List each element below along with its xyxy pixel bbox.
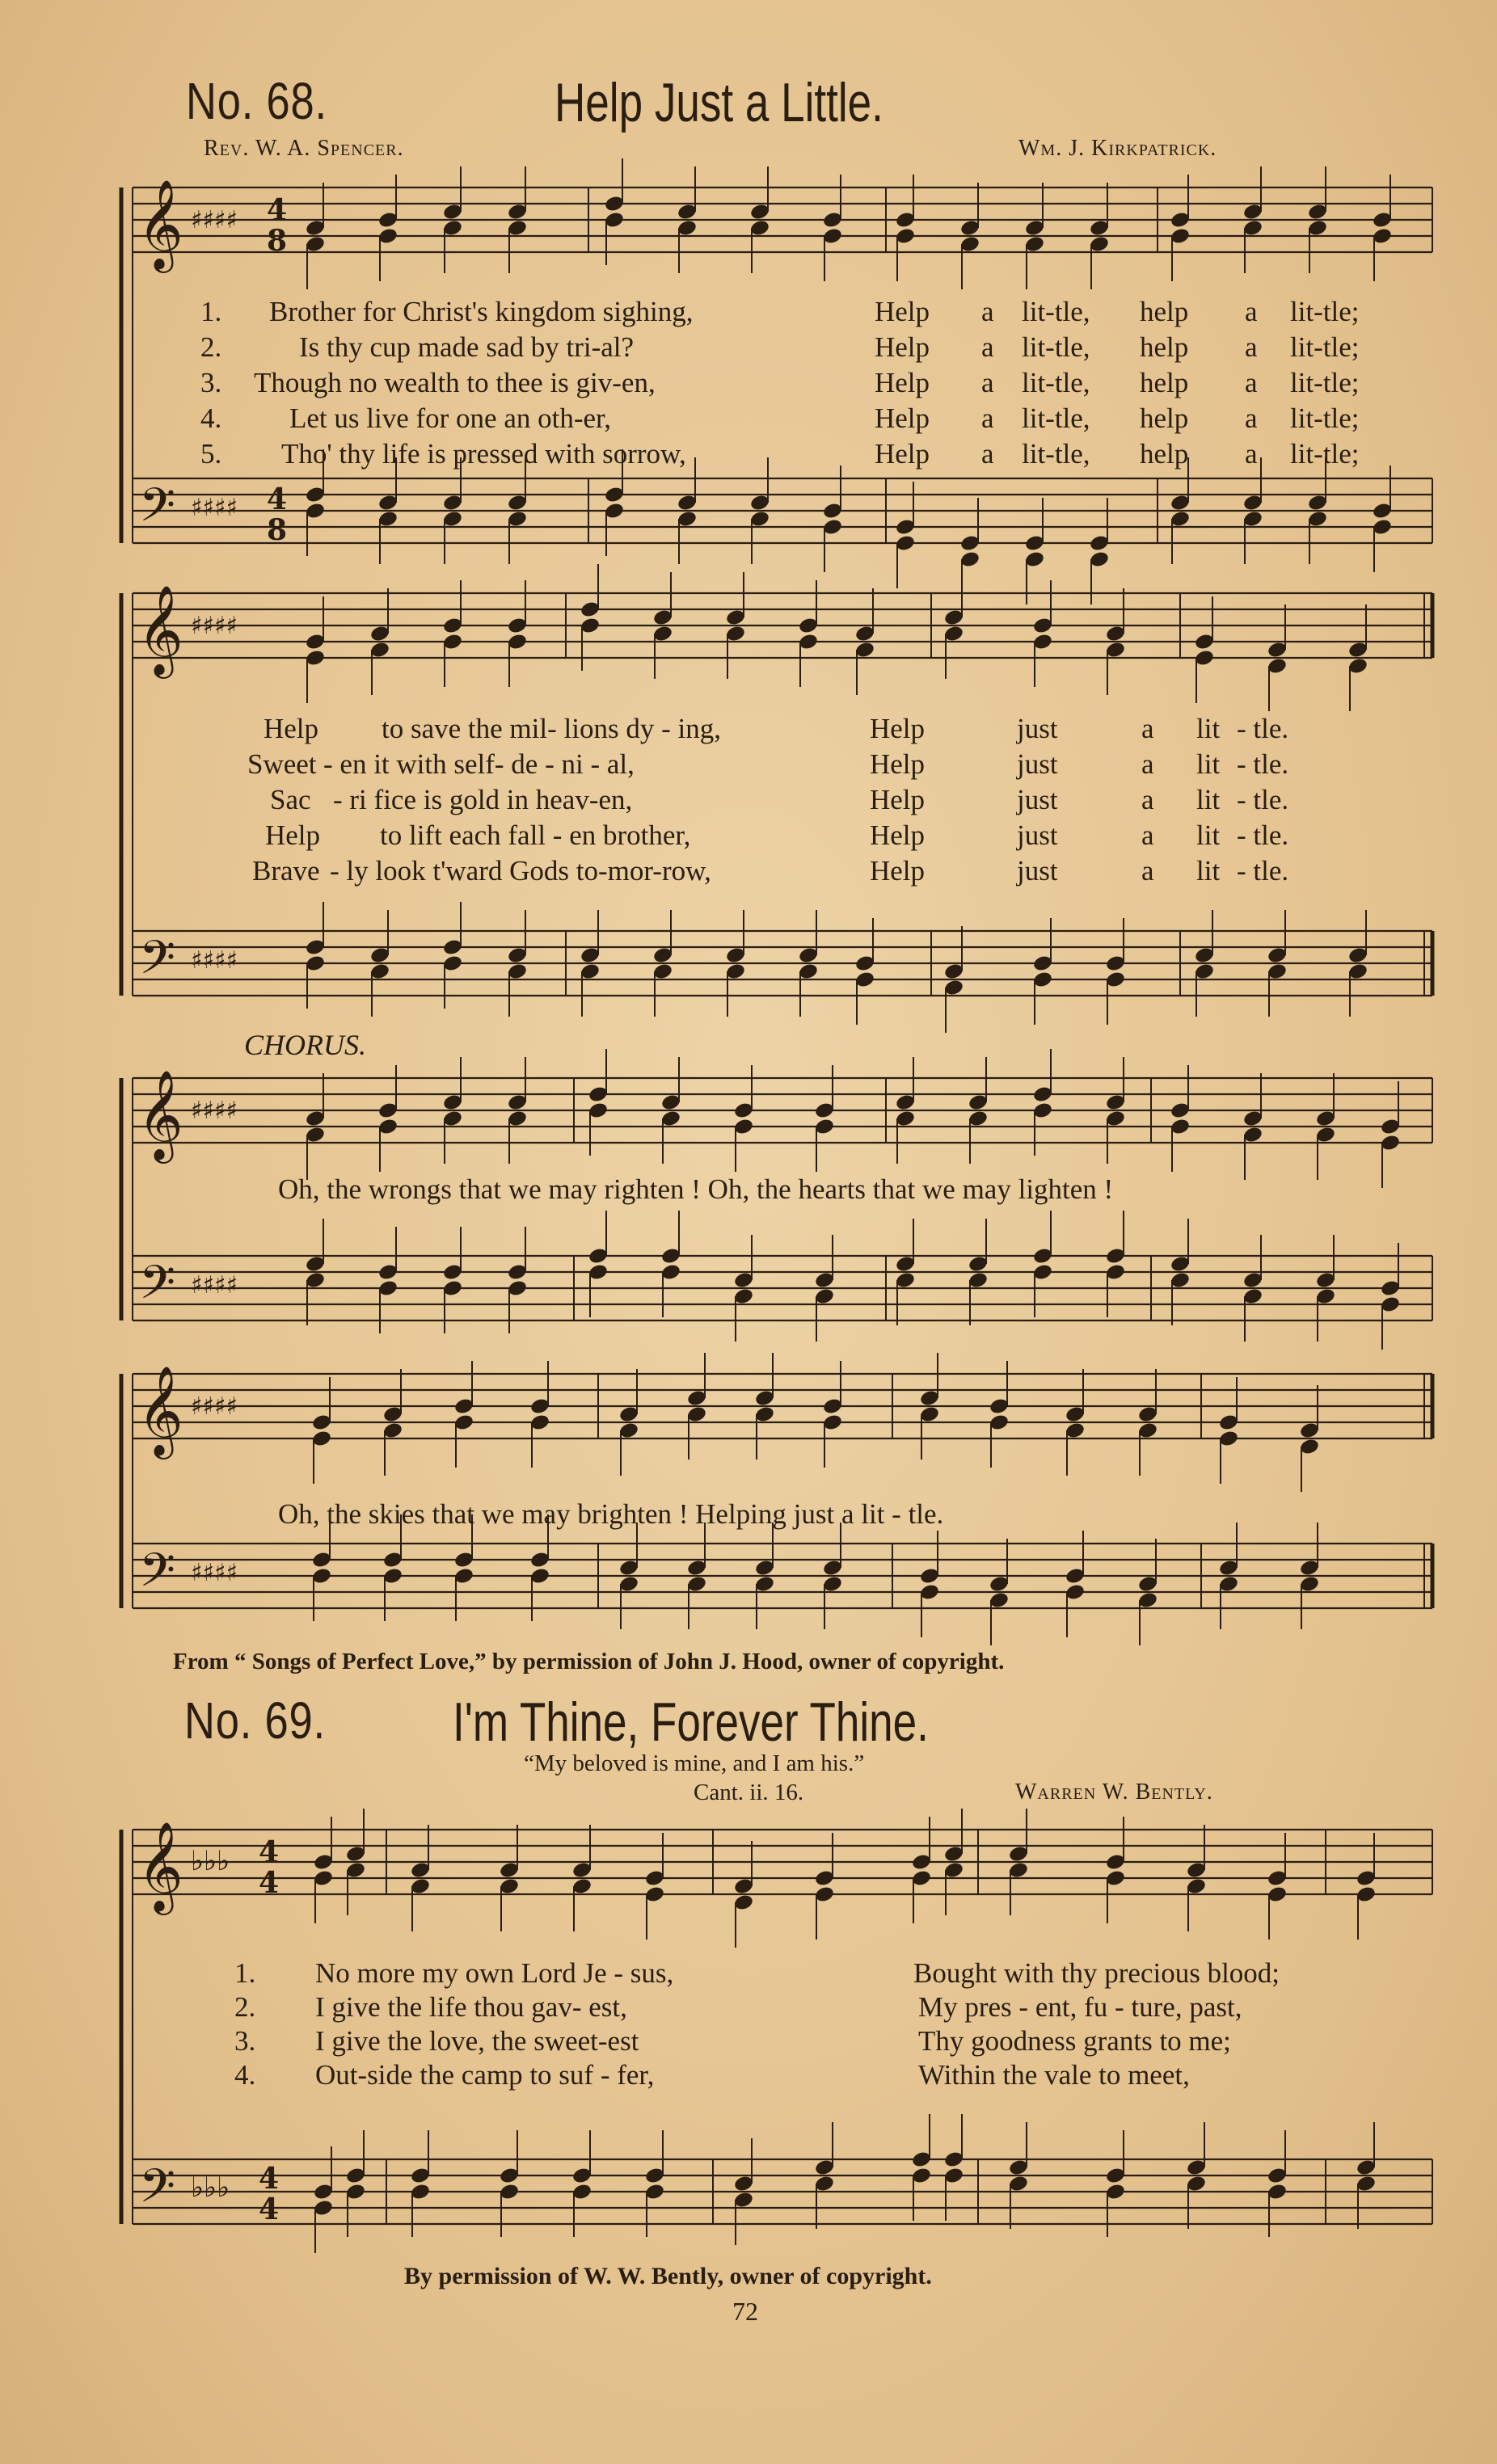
treble-clef-icon: 𝄞	[137, 1365, 183, 1455]
verse-row: 4. Out-side the camp to suf - fer, Within the vale to meet,	[234, 2059, 1190, 2091]
treble-staff	[133, 187, 1432, 252]
key-signature-icon: ♯♯♯♯	[191, 612, 238, 640]
hymn-69-title: I'm Thine, Forever Thine.	[453, 1691, 929, 1753]
hymn-69-epigraph: “My beloved is mine, and I am his.”	[524, 1750, 865, 1776]
time-signature-icon: 4	[267, 482, 288, 516]
verse-row: 5. Tho' thy life is pressed with sorrow, Help a lit-tle, help a lit-tle;	[200, 438, 1360, 470]
time-signature-icon: 8	[267, 224, 288, 258]
time-signature-icon: 4	[259, 2192, 280, 2226]
hymn-68-composer: Wm. J. Kirkpatrick.	[1018, 136, 1217, 161]
verse-row: Sac - ri fice is gold in heav-en, Help just a lit - tle.	[270, 784, 1289, 815]
hymn-69-reference: Cant. ii. 16.	[694, 1780, 804, 1805]
key-signature-icon: ♯♯♯♯	[191, 206, 238, 234]
bass-clef-icon: 𝄢	[139, 2159, 176, 2225]
treble-clef-icon: 𝄞	[137, 1821, 183, 1911]
treble-clef-icon: 𝄞	[137, 584, 183, 675]
key-signature-icon: ♯♯♯♯	[191, 1097, 238, 1125]
treble-staff	[133, 1078, 1432, 1143]
verse-row: 1. Brother for Christ's kingdom sighing, Help a lit-tle, help a lit-tle;	[200, 296, 1360, 327]
key-signature-icon: ♯♯♯♯	[191, 494, 238, 522]
verse-row: Help to lift each fall - en brother, Help just a lit - tle.	[265, 819, 1289, 851]
key-signature-icon: ♯♯♯♯	[191, 1559, 238, 1587]
verse-row: 3. Though no wealth to thee is giv-en, Help a lit-tle, help a lit-tle;	[200, 367, 1360, 398]
verse-row: Sweet - en it with self- de - ni - al, Help just a lit - tle.	[247, 748, 1289, 780]
hymn-68-verses-line-1	[0, 296, 1497, 482]
key-signature-icon: ♭♭♭	[191, 2171, 230, 2204]
hymn-68-author: Rev. W. A. Spencer.	[204, 136, 404, 161]
chorus-row: Oh, the skies that we may brighten ! Helping just a lit - tle.	[278, 1498, 944, 1530]
verse-row: 1. No more my own Lord Je - sus, Bought with thy precious blood;	[234, 1957, 1280, 1989]
key-signature-icon: ♯♯♯♯	[191, 1392, 238, 1421]
chorus-row: Oh, the wrongs that we may righten ! Oh, the hearts that we may lighten !	[278, 1173, 1114, 1205]
bass-clef-icon: 𝄢	[139, 930, 176, 996]
time-signature-icon: 8	[267, 513, 288, 547]
hymn-69-number: No. 69.	[184, 1691, 326, 1750]
time-signature-icon: 4	[259, 2162, 280, 2196]
page-number: 72	[732, 2297, 758, 2326]
treble-clef-icon: 𝄞	[137, 1069, 183, 1160]
verse-row: 2. Is thy cup made sad by tri-al? Help a lit-tle, help a lit-tle;	[200, 331, 1360, 363]
verse-row: Help to save the mil- lions dy - ing, Help just a lit - tle.	[264, 713, 1289, 744]
key-signature-icon: ♭♭♭	[191, 1845, 230, 1877]
hymn-68-chorus-system-2	[0, 1364, 1497, 1631]
hymn-69-verses	[0, 1957, 1497, 2103]
bass-clef-icon: 𝄢	[139, 1543, 176, 1609]
treble-staff	[133, 593, 1432, 658]
hymn-68-number: No. 68.	[186, 72, 327, 130]
verse-row: 2. I give the life thou gav- est, My pres - ent, fu - ture, past,	[234, 1991, 1242, 2023]
hymn-69-composer: Warren W. Bently.	[1015, 1780, 1213, 1805]
bass-staff	[133, 1256, 1432, 1320]
time-signature-icon: 4	[259, 1835, 280, 1869]
key-signature-icon: ♯♯♯♯	[191, 946, 238, 975]
bass-staff	[133, 931, 1432, 996]
hymn-68-verses-line-2	[0, 713, 1497, 899]
hymn-68-permission: From “ Songs of Perfect Love,” by permission of John J. Hood, owner of copyright.	[173, 1649, 1005, 1674]
bass-staff	[133, 478, 1432, 543]
verse-row: 4. Let us live for one an oth-er, Help a lit-tle, help a lit-tle;	[200, 402, 1360, 434]
time-signature-icon: 4	[259, 1866, 280, 1900]
hymn-68-title: Help Just a Little.	[555, 72, 883, 133]
key-signature-icon: ♯♯♯♯	[191, 1271, 238, 1299]
bass-clef-icon: 𝄢	[139, 1255, 176, 1321]
hymn-69-permission: By permission of W. W. Bently, owner of copyright.	[404, 2263, 932, 2289]
treble-clef-icon: 𝄞	[137, 179, 183, 269]
verse-row: Brave - ly look t'ward Gods to-mor-row, Help just a lit - tle.	[252, 855, 1289, 887]
time-signature-icon: 4	[267, 193, 288, 227]
chorus-label: CHORUS.	[244, 1029, 366, 1061]
verse-row: 3. I give the love, the sweet-est Thy goodness grants to me;	[234, 2025, 1231, 2057]
bass-clef-icon: 𝄢	[139, 478, 176, 544]
